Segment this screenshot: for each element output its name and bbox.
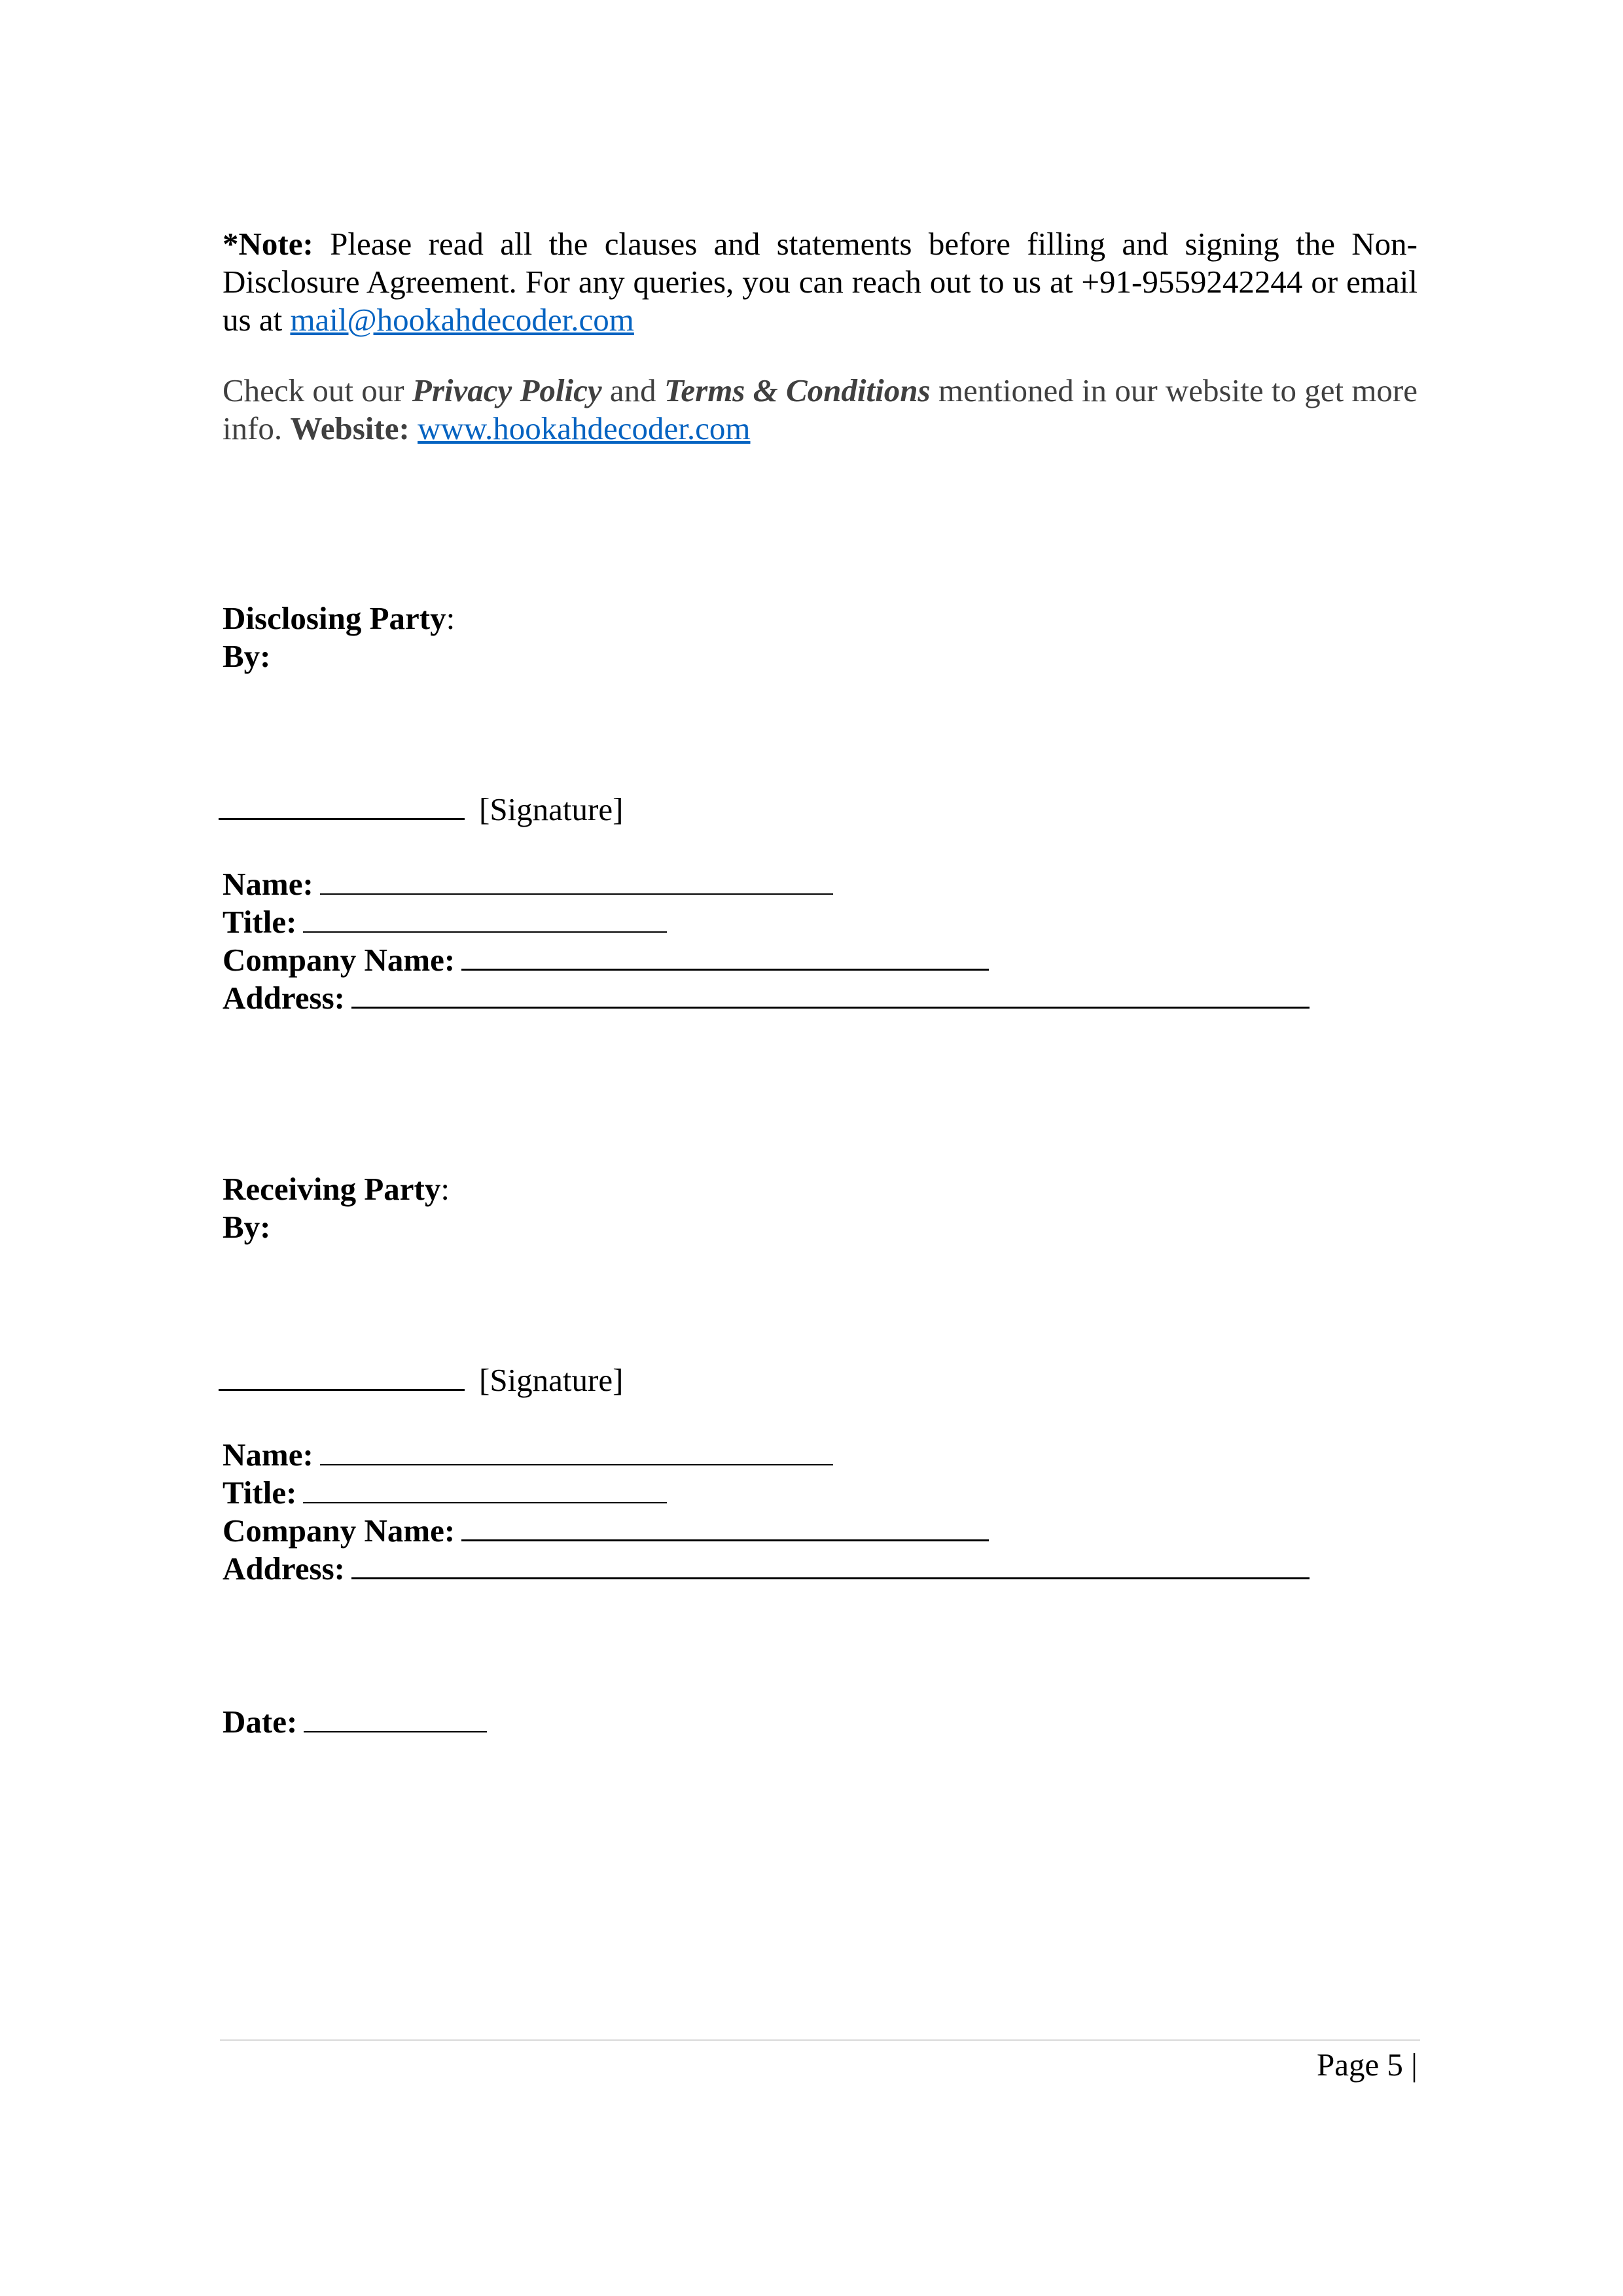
disclosing-title-field[interactable] [303,905,667,933]
disclosing-signature-label: [Signature] [479,791,624,827]
disclosing-signature-line [219,789,623,829]
receiving-signature-field[interactable] [219,1360,465,1391]
disclosing-address-field[interactable] [351,980,1310,1009]
receiving-address-label: Address: [223,1551,345,1587]
disclosing-address-label: Address: [223,980,345,1016]
receiving-title-label: Title: [223,1475,297,1511]
date-label: Date: [223,1704,298,1740]
receiving-by-label: By: [223,1209,271,1245]
receiving-party-heading [223,1170,450,1208]
receiving-address-row [223,1550,1310,1588]
disclosing-company-label: Company Name: [223,942,455,978]
receiving-party-colon: : [440,1171,450,1207]
receiving-address-field[interactable] [351,1551,1310,1579]
disclosing-name-field[interactable] [320,867,833,895]
receiving-title-field[interactable] [303,1476,667,1503]
disclosing-address-row [223,979,1310,1017]
footer-divider [220,2039,1420,2041]
date-field[interactable] [304,1705,487,1732]
receiving-name-label: Name: [223,1437,313,1473]
note-text: Please read all the clauses and statements before filling and signing the Non-Disclosure Agreement. For any queries, you can reach out to us at +91-9559242244 or email us at [223,226,1418,338]
website-label: Website: [290,410,410,446]
disclosing-name-label: Name: [223,866,313,902]
disclosing-name-row [223,865,833,903]
privacy-policy-text: Privacy Policy [412,372,602,408]
policy-prefix: Check out our [223,372,412,408]
receiving-name-row [223,1436,833,1474]
disclosing-party-label: Disclosing Party [223,600,446,636]
receiving-signature-line [219,1360,623,1399]
receiving-company-field[interactable] [461,1513,989,1541]
disclosing-signature-field[interactable] [219,789,465,820]
disclosing-by-label: By: [223,638,271,674]
disclosing-party-heading [223,600,455,637]
receiving-title-row [223,1474,667,1512]
receiving-signature-label: [Signature] [479,1362,624,1398]
note-label: *Note: [223,226,313,262]
date-row [223,1703,487,1741]
receiving-company-label: Company Name: [223,1513,455,1549]
note-paragraph [223,225,1418,339]
email-link[interactable]: mail@hookahdecoder.com [290,302,634,338]
terms-conditions-text: Terms & Conditions [664,372,931,408]
disclosing-company-row [223,941,989,979]
receiving-party-label: Receiving Party [223,1171,441,1207]
disclosing-title-label: Title: [223,904,297,940]
page-number: Page 5 | [1316,2047,1418,2083]
policy-paragraph [223,372,1418,448]
disclosing-title-row [223,903,667,941]
website-link[interactable]: www.hookahdecoder.com [418,410,751,446]
receiving-company-row [223,1512,989,1550]
policy-suffix: mentioned in our website to get more info. [223,372,1418,446]
receiving-name-field[interactable] [320,1438,833,1465]
disclosing-party-colon: : [446,600,455,636]
disclosing-company-field[interactable] [461,942,989,971]
policy-and: and [601,372,664,408]
